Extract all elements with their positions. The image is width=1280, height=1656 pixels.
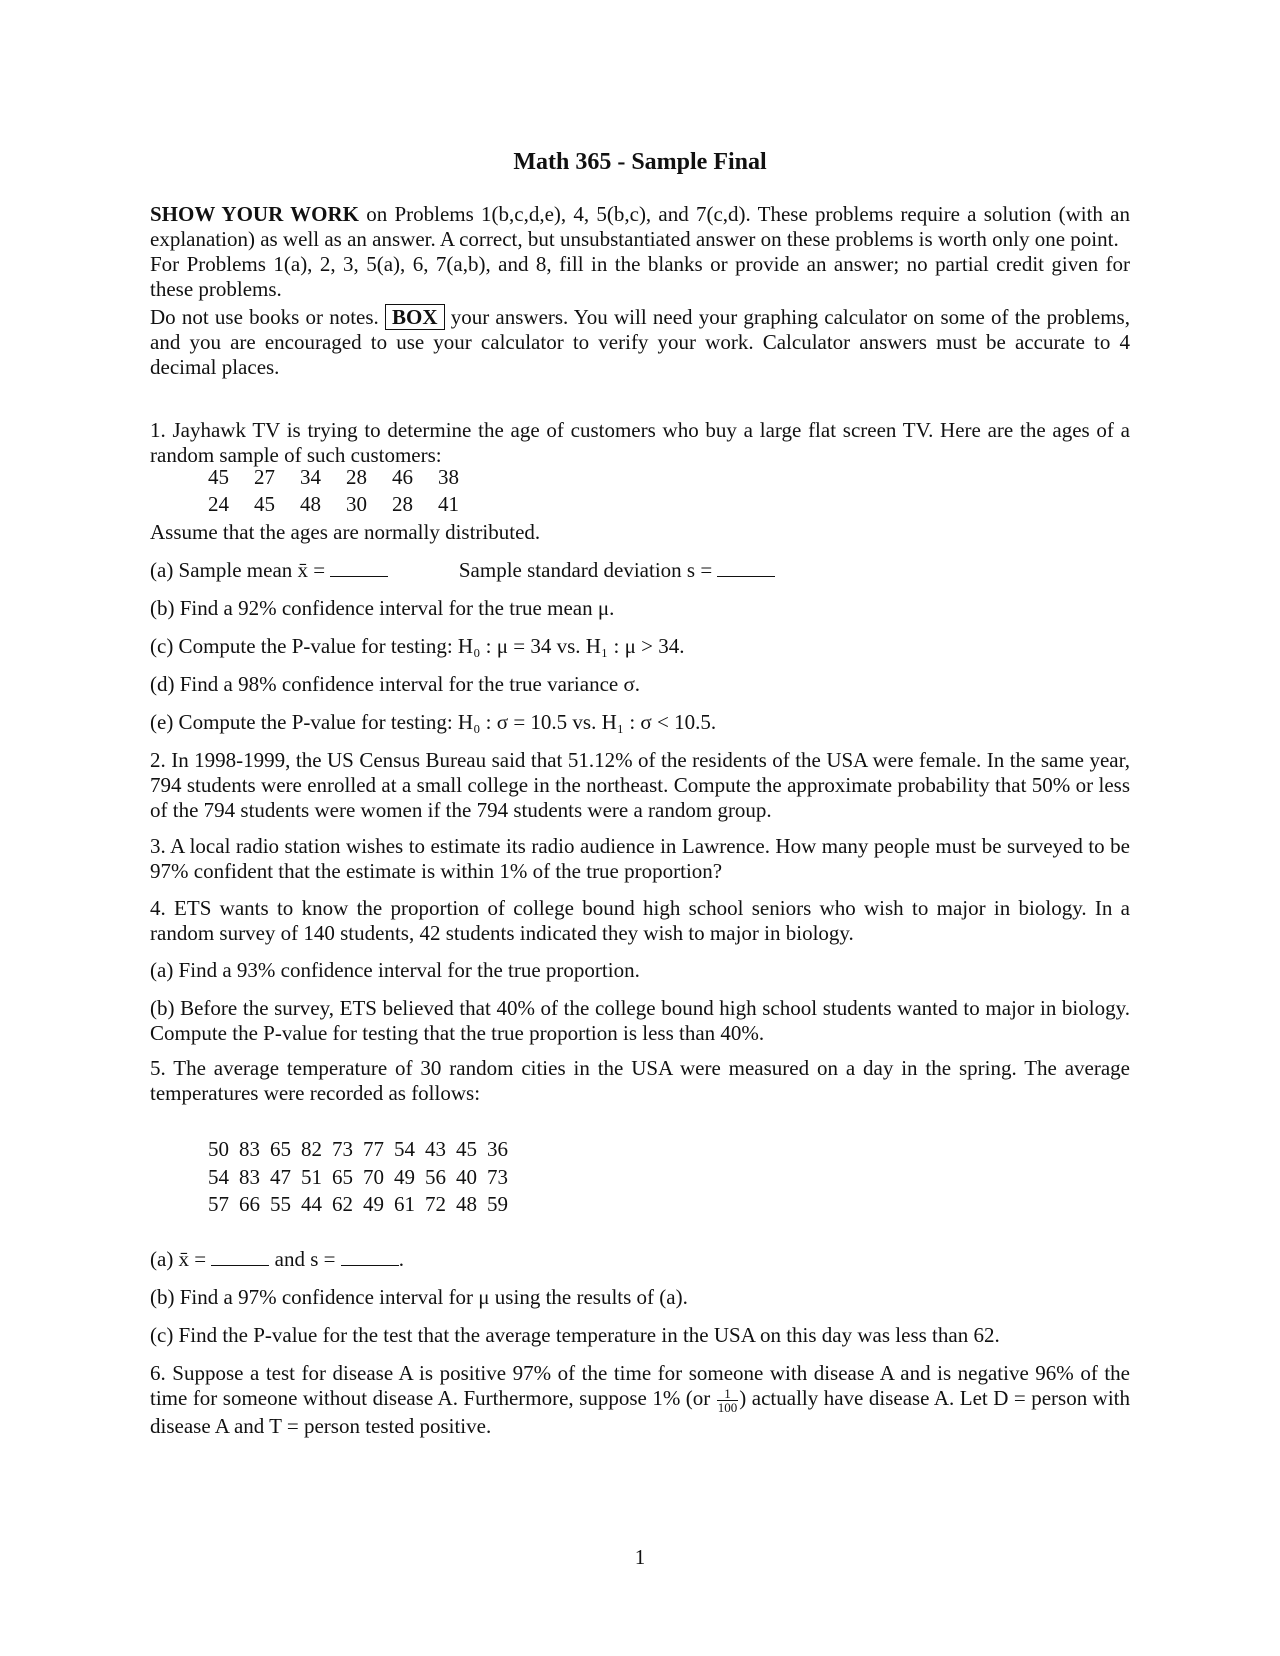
data-cell: 45 [254, 492, 275, 516]
data-cell: 72 [425, 1192, 446, 1217]
problem-4-part-b: (b) Before the survey, ETS believed that 40% of the college bound high school students wanted to major in biology. Compute the P-value for testing that the true proportion is less than 40%. [150, 996, 1130, 1045]
show-your-work-label: SHOW YOUR WORK [150, 202, 359, 226]
page-title: Math 365 - Sample Final [513, 149, 767, 175]
data-cell: 38 [438, 465, 459, 489]
data-cell: 77 [363, 1137, 384, 1162]
problem-5-intro: 5. The average temperature of 30 random cities in the USA were measured on a day in the spring. The average temperatures were recorded as follows: [150, 1056, 1130, 1105]
data-cell: 62 [332, 1192, 353, 1217]
data-cell: 48 [300, 492, 321, 516]
data-cell: 57 [208, 1192, 229, 1217]
data-cell: 56 [425, 1164, 446, 1189]
instructions-paragraph-3: Do not use books or notes. BOX your answers. You will need your graphing calculator on some of the problems, and you are encouraged to use your calculator to verify your work. Calculator answers must be accurate to 4 decimal places. [150, 305, 1130, 379]
sd-answer-blank[interactable] [717, 558, 775, 577]
data-cell: 65 [270, 1137, 291, 1162]
problem-1-assumption: Assume that the ages are normally distributed. [150, 520, 541, 544]
temperature-data-row [208, 1191, 518, 1219]
data-cell: 43 [425, 1137, 446, 1162]
age-data-row [208, 491, 484, 518]
data-cell: 45 [208, 465, 229, 489]
data-cell: 30 [346, 492, 367, 516]
problem-5-part-c: (c) Find the P-value for the test that the average temperature in the USA on this day was less than 62. [150, 1323, 1000, 1347]
problem-4-part-a: (a) Find a 93% confidence interval for the true proportion. [150, 958, 640, 982]
data-cell: 45 [456, 1137, 477, 1162]
problem-1-data-table [208, 464, 484, 518]
box-label: BOX [385, 304, 445, 330]
instructions-paragraph-1: SHOW YOUR WORK on Problems 1(b,c,d,e), 4, 5(b,c), and 7(c,d). These problems require a solution (with an explanation) as well as an answer. A correct, but unsubstantiated answer on these problems is worth only one point. [150, 202, 1130, 251]
data-cell: 66 [239, 1192, 260, 1217]
temperature-data-row [208, 1164, 518, 1192]
temperature-data-row [208, 1136, 518, 1164]
data-cell: 49 [394, 1164, 415, 1189]
problem-6: 6. Suppose a test for disease A is positive 97% of the time for someone with disease A and is negative 96% of the time for someone without disease A. Furthermore, suppose 1% (or $\frac{1}{100}$ ) actually have disease A. Let D = person with disease A and T = person tested positive. [150, 1361, 1131, 1438]
data-cell: 70 [363, 1164, 384, 1189]
data-cell: 51 [301, 1164, 322, 1189]
instructions-paragraph-2: For Problems 1(a), 2, 3, 5(a), 6, 7(a,b), and 8, fill in the blanks or provide an answer; no partial credit given for these problems. [150, 252, 1130, 301]
mean-answer-blank[interactable] [330, 558, 388, 577]
data-cell: 27 [254, 465, 275, 489]
data-cell: 54 [208, 1164, 229, 1189]
problem-2: 2. In 1998-1999, the US Census Bureau said that 51.12% of the residents of the USA were female. In the same year, 794 students were enrolled at a small college in the northeast. Compute the approximate probability that 50% or less of the 794 students were women if the 794 students were a random group. [150, 748, 1130, 822]
data-cell: 46 [392, 465, 413, 489]
problem-5-part-a: (a) x̄ = and s = . [150, 1247, 404, 1271]
data-cell: 50 [208, 1137, 229, 1162]
problem-1-intro: 1. Jayhawk TV is trying to determine the age of customers who buy a large flat screen TV. Here are the ages of a random sample of such customers: [150, 418, 1130, 467]
mean-answer-blank-5[interactable] [211, 1247, 269, 1266]
instructions [150, 202, 1130, 380]
data-cell: 44 [301, 1192, 322, 1217]
data-cell: 83 [239, 1164, 260, 1189]
data-cell: 54 [394, 1137, 415, 1162]
problem-3: 3. A local radio station wishes to estimate its radio audience in Lawrence. How many people must be surveyed to be 97% confident that the estimate is within 1% of the true proportion? [150, 834, 1130, 883]
data-cell: 83 [239, 1137, 260, 1162]
problem-1-part-a: (a) Sample mean x̄ = Sample standard deviation s = [150, 558, 1130, 583]
data-cell: 61 [394, 1192, 415, 1217]
data-cell: 40 [456, 1164, 477, 1189]
data-cell: 49 [363, 1192, 384, 1217]
problem-1-part-b: (b) Find a 92% confidence interval for the true mean μ. [150, 596, 615, 620]
data-cell: 24 [208, 492, 229, 516]
age-data-row [208, 464, 484, 491]
problem-4-intro: 4. ETS wants to know the proportion of college bound high school seniors who wish to major in biology. In a random survey of 140 students, 42 students indicated they wish to major in biology. [150, 896, 1130, 945]
problem-5-data-table [208, 1136, 518, 1219]
data-cell: 28 [392, 492, 413, 516]
data-cell: 48 [456, 1192, 477, 1217]
sd-answer-blank-5[interactable] [341, 1247, 399, 1266]
data-cell: 28 [346, 465, 367, 489]
problem-1-part-d: (d) Find a 98% confidence interval for the true variance σ. [150, 672, 641, 696]
data-cell: 36 [487, 1137, 508, 1162]
data-cell: 73 [487, 1164, 508, 1189]
problem-5-part-b: (b) Find a 97% confidence interval for μ using the results of (a). [150, 1285, 688, 1309]
data-cell: 82 [301, 1137, 322, 1162]
page-number: 1 [634, 1545, 646, 1569]
problem-1-part-c: (c) Compute the P-value for testing: H₀ : μ = 34 vs. H₁ : μ > 34. [150, 634, 685, 658]
data-cell: 65 [332, 1164, 353, 1189]
data-cell: 47 [270, 1164, 291, 1189]
data-cell: 34 [300, 465, 321, 489]
problem-1-part-e: (e) Compute the P-value for testing: H₀ : σ = 10.5 vs. H₁ : σ < 10.5. [150, 710, 717, 734]
data-cell: 59 [487, 1192, 508, 1217]
data-cell: 73 [332, 1137, 353, 1162]
data-cell: 55 [270, 1192, 291, 1217]
fraction-one-hundredth: $\frac{1}{100}$ [717, 1385, 738, 1415]
data-cell: 41 [438, 492, 459, 516]
